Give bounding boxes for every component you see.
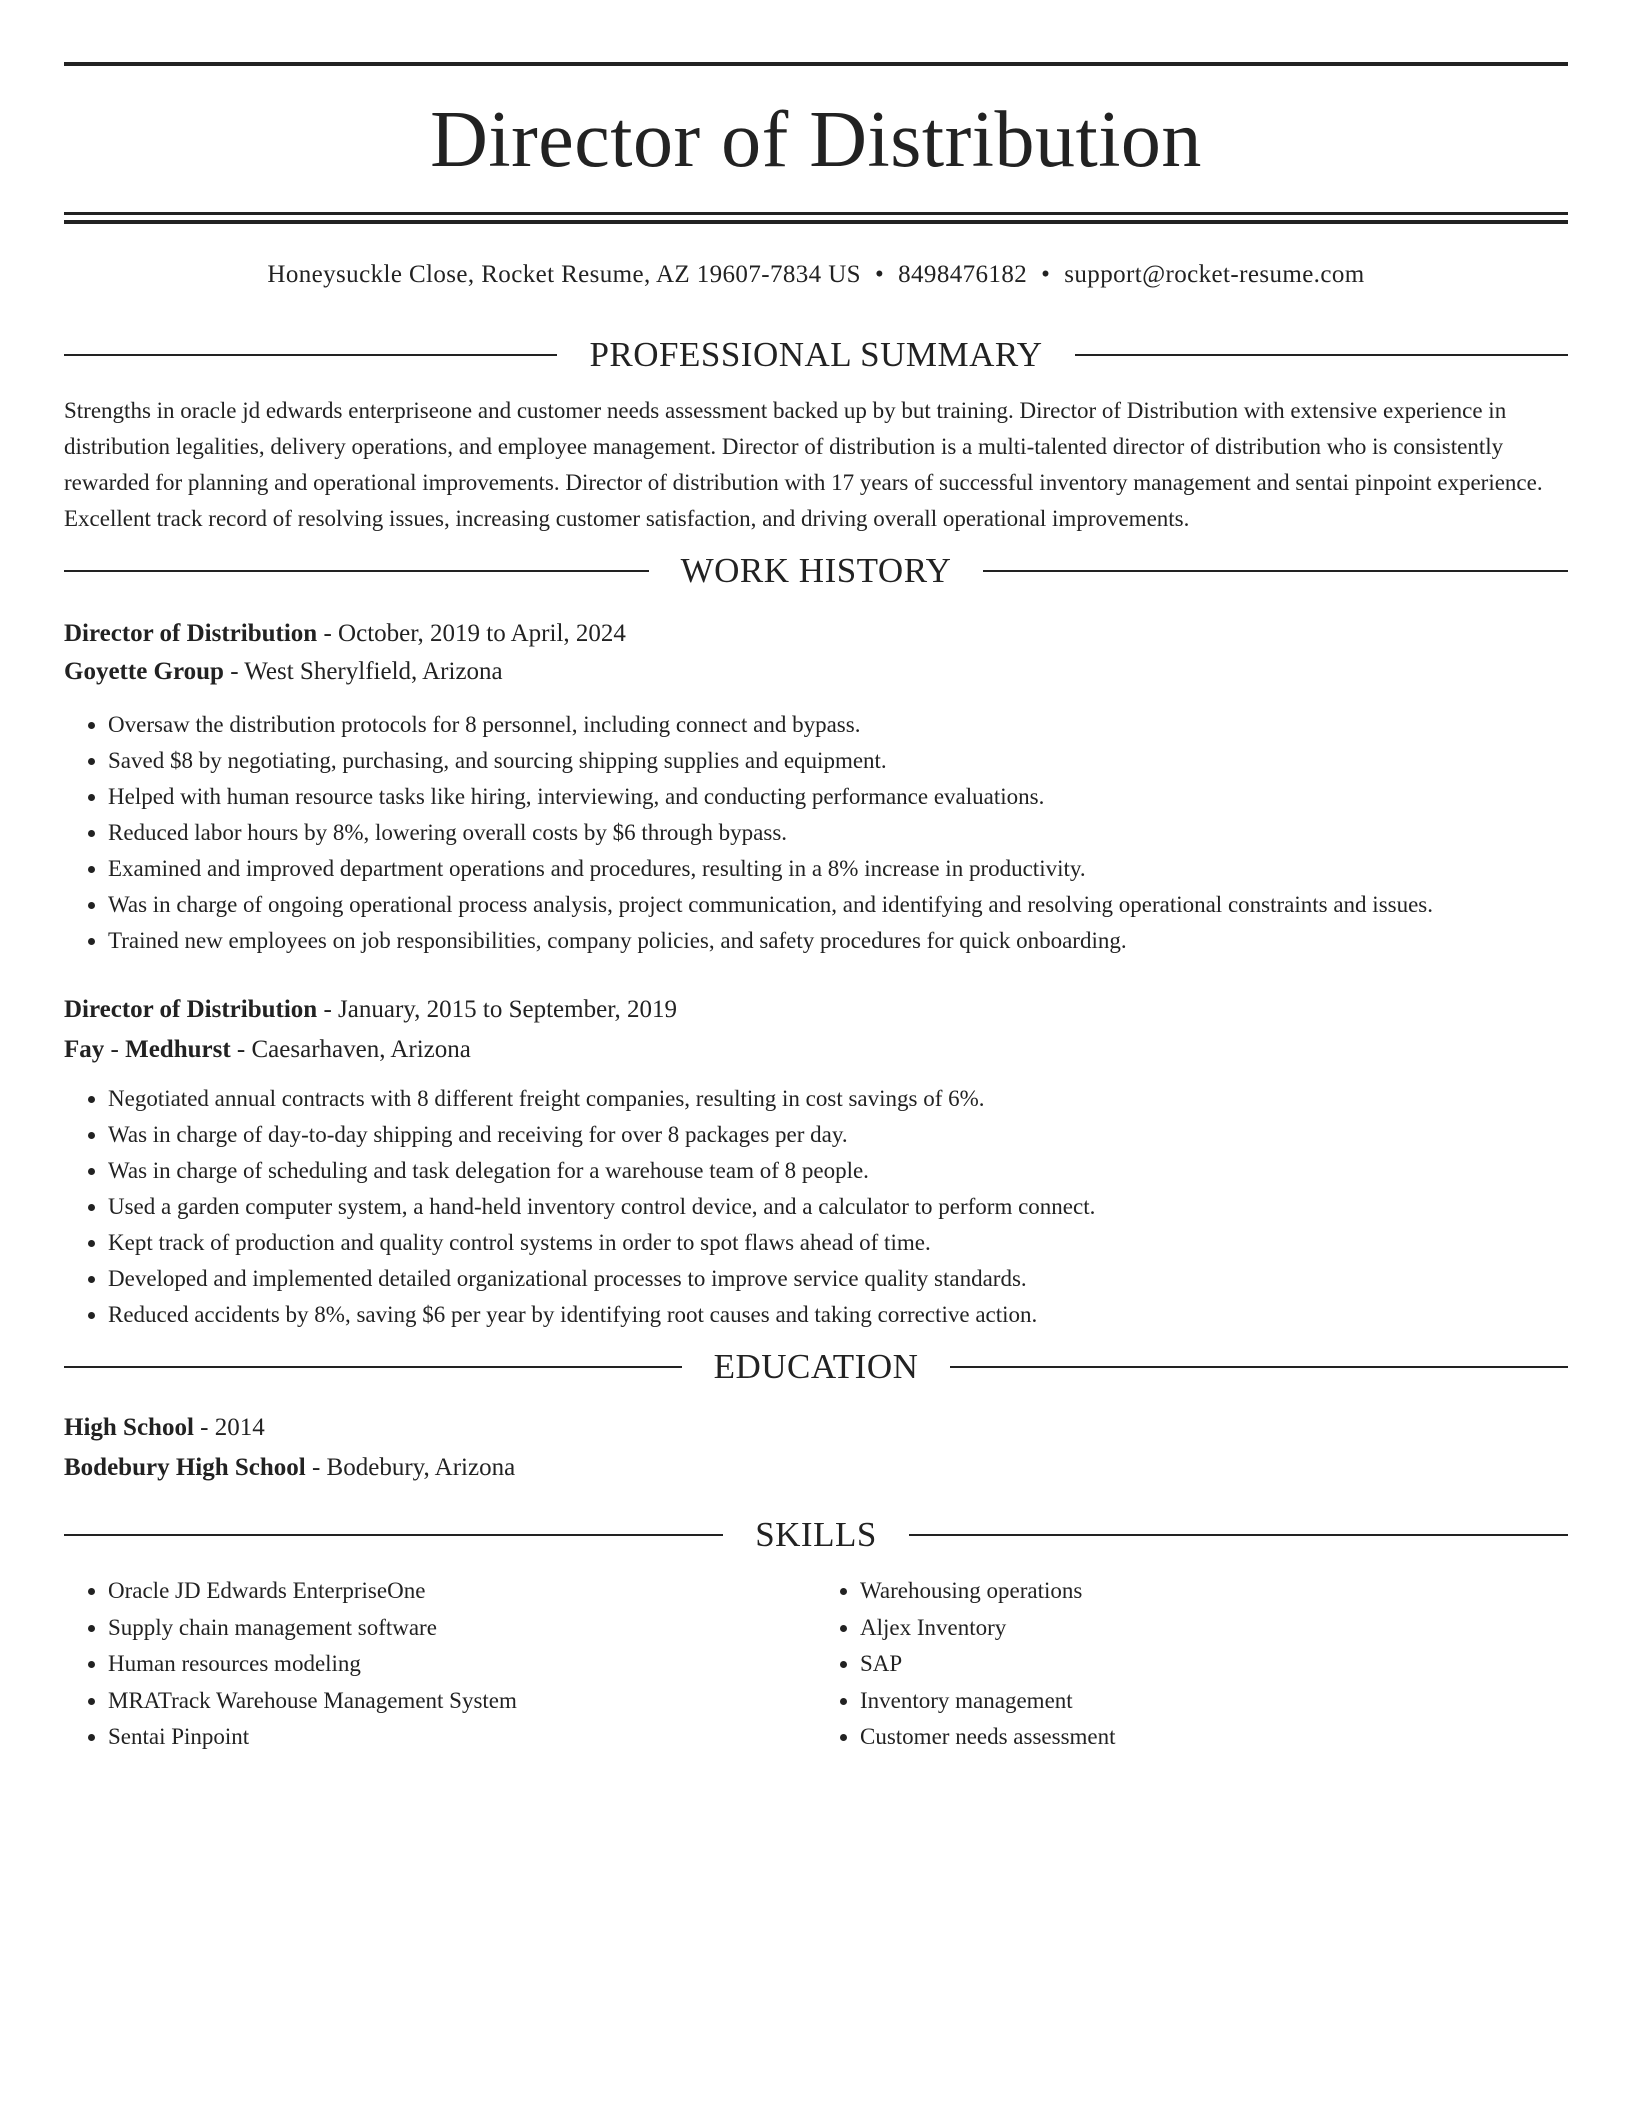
summary-text: Strengths in oracle jd edwards enterpriseone and customer needs assessment backed up by but training. Director of Distribution with extensive experience in distribution legalities, delivery operations, and employee management. Director of distribution is a multi-talented director of distribution who is consistently rewarded for planning and operational improvements. Director of distribution with 17 years of successful inventory management and sentai pinpoint experience. Excellent track record of resolving issues, increasing customer satisfaction, and driving overall operational improvements. [64, 398, 1543, 531]
contact-separator: • [874, 261, 885, 288]
contact-separator: • [1041, 261, 1051, 288]
list-item: • Was in charge of day-to-day shipping and receiving for over 8 packages per day. [108, 1117, 1568, 1153]
job-company: Goyette Group [64, 658, 224, 685]
list-item: • Kept track of production and quality control systems in order to spot flaws ahead of time. [108, 1225, 1568, 1261]
skill-item: • Human resources modeling [108, 1646, 816, 1683]
job-location: - Caesarhaven, Arizona [230, 1036, 471, 1063]
summary-heading-label: PROFESSIONAL SUMMARY [589, 335, 1043, 374]
education-entry [64, 1409, 1568, 1487]
list-item: • Negotiated annual contracts with 8 different freight companies, resulting in cost savings of 6%. [108, 1081, 1568, 1117]
education-degree-line [64, 1409, 1568, 1447]
list-item: • Developed and implemented detailed organizational processes to improve service quality standards. [108, 1261, 1568, 1297]
education-location: - Bodebury, Arizona [305, 1454, 516, 1481]
list-item: • Was in charge of scheduling and task delegation for a warehouse team of 8 people. [108, 1153, 1568, 1189]
education-school: Bodebury High School [64, 1454, 306, 1481]
contact-phone: 8498476182 [898, 261, 1028, 288]
list-item: • Examined and improved department operations and procedures, resulting in a 8% increase in productivity. [108, 851, 1568, 887]
job-company-line [64, 653, 1568, 691]
job-title: Director of Distribution [64, 620, 318, 647]
job-location: - West Sherylfield, Arizona [223, 658, 503, 685]
job-bullets [64, 707, 1568, 959]
heading-rule-right [1075, 354, 1568, 356]
double-rule [64, 212, 1568, 224]
education-heading [64, 1347, 1568, 1387]
heading-rule-right [983, 570, 1568, 572]
contact-address: Honeysuckle Close, Rocket Resume, AZ 19607-7834 US [267, 261, 861, 288]
skill-item: • Aljex Inventory [860, 1610, 1568, 1647]
skill-item: • Oracle JD Edwards EnterpriseOne [108, 1573, 816, 1610]
skill-item: • Sentai Pinpoint [108, 1719, 816, 1756]
list-item: • Reduced labor hours by 8%, lowering overall costs by $6 through bypass. [108, 815, 1568, 851]
heading-rule-left [64, 1534, 723, 1536]
job-bullets [64, 1081, 1568, 1333]
skills-heading-label: SKILLS [755, 1515, 877, 1554]
skills-columns [64, 1573, 1568, 1756]
skills-heading [64, 1515, 1568, 1555]
job-title: Director of Distribution [64, 996, 318, 1023]
heading-rule-right [950, 1366, 1568, 1368]
job-dates: - January, 2015 to September, 2019 [317, 996, 678, 1023]
list-item: • Used a garden computer system, a hand-held inventory control device, and a calculator to perform connect. [108, 1189, 1568, 1225]
resume-title: Director of Distribution [430, 96, 1202, 184]
job-company-part1: Fay [64, 1036, 105, 1063]
job-company-dash: - [104, 1036, 126, 1063]
contact-email[interactable]: support@rocket-resume.com [1064, 261, 1365, 288]
list-item: • Helped with human resource tasks like hiring, interviewing, and conducting performance evaluations. [108, 779, 1568, 815]
skill-item: • Inventory management [860, 1683, 1568, 1720]
job-entry [64, 615, 1568, 959]
contact-line [64, 261, 1568, 289]
list-item: • Reduced accidents by 8%, saving $6 per year by identifying root causes and taking corrective action. [108, 1297, 1568, 1333]
heading-rule-left [64, 1366, 682, 1368]
education-year: - 2014 [193, 1414, 265, 1441]
job-title-line [64, 991, 1568, 1029]
heading-rule-right [909, 1534, 1568, 1536]
skill-item: • Warehousing operations [860, 1573, 1568, 1610]
education-heading-label: EDUCATION [713, 1347, 919, 1386]
work-history-heading [64, 551, 1568, 591]
list-item: • Trained new employees on job responsibilities, company policies, and safety procedures for quick onboarding. [108, 923, 1568, 959]
job-company-line [64, 1031, 1568, 1069]
skill-item: • MRATrack Warehouse Management System [108, 1683, 816, 1720]
summary-heading [64, 335, 1568, 375]
list-item: • Saved $8 by negotiating, purchasing, and sourcing shipping supplies and equipment. [108, 743, 1568, 779]
job-company-part2: Medhurst [125, 1036, 231, 1063]
heading-rule-left [64, 354, 557, 356]
skill-item: • SAP [860, 1646, 1568, 1683]
skills-list-left [64, 1573, 816, 1756]
list-item: • Oversaw the distribution protocols for 8 personnel, including connect and bypass. [108, 707, 1568, 743]
title-block [64, 0, 1568, 224]
job-entry [64, 991, 1568, 1333]
skill-item: • Customer needs assessment [860, 1719, 1568, 1756]
heading-rule-left [64, 570, 649, 572]
work-history-heading-label: WORK HISTORY [680, 551, 952, 590]
skill-item: • Supply chain management software [108, 1610, 816, 1647]
education-school-line [64, 1449, 1568, 1487]
skills-list-right [816, 1573, 1568, 1756]
education-degree: High School [64, 1414, 194, 1441]
list-item: • Was in charge of ongoing operational process analysis, project communication, and identifying and resolving operational constraints and issues. [108, 887, 1568, 923]
job-title-line [64, 615, 1568, 653]
job-dates: - October, 2019 to April, 2024 [317, 620, 626, 647]
top-rule [64, 62, 1568, 66]
